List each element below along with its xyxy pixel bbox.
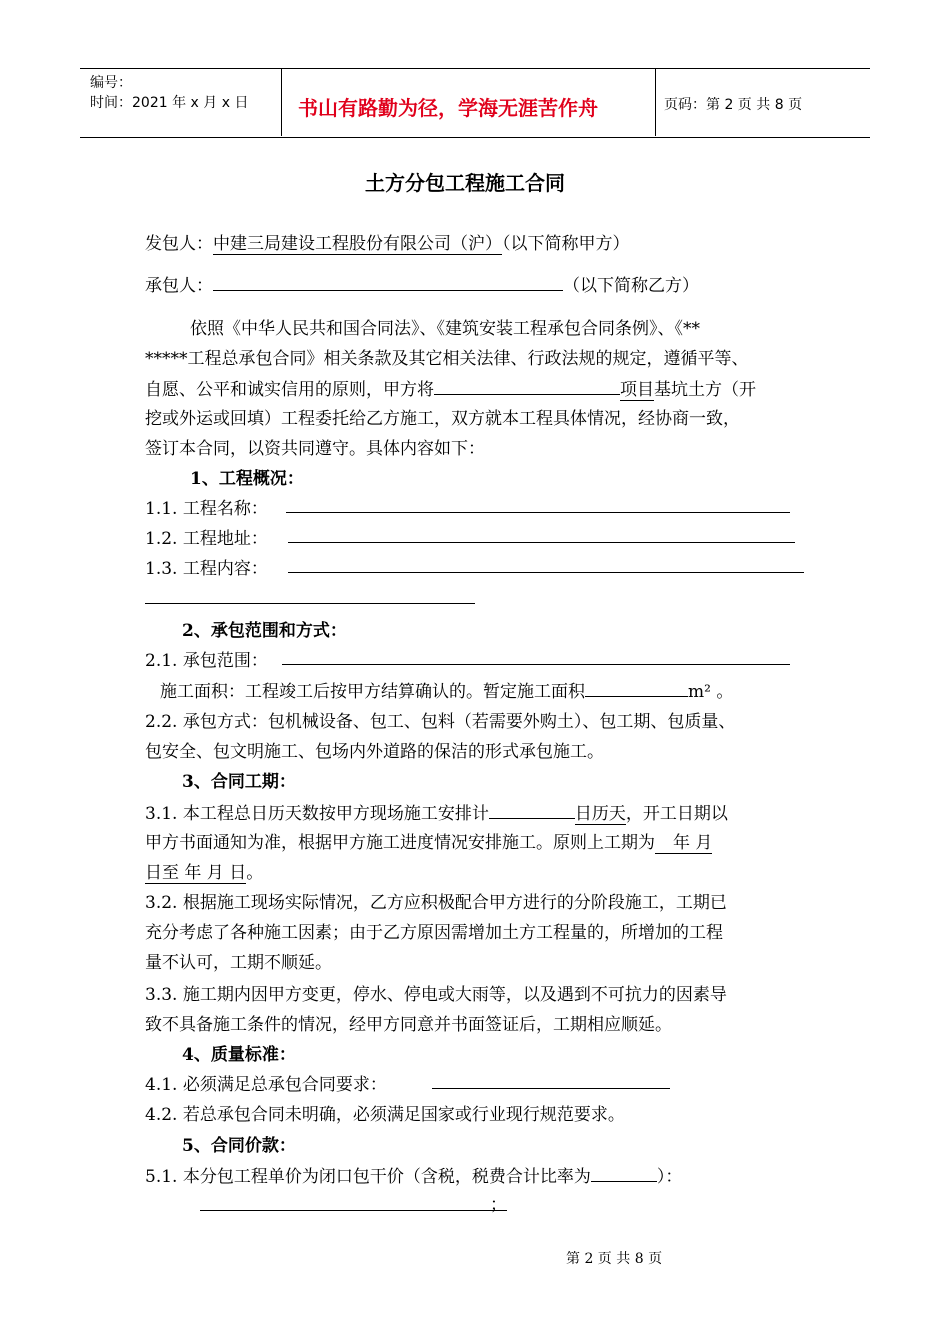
clause-line: 充分考虑了各种施工因素；由于乙方原因需增加土方工程量的，所增加的工程 [145,923,723,943]
intro-line: 依照《中华人民共和国合同法》、《建筑安装工程承包合同条例》、《** [190,319,700,339]
clause-label: 4.1. 必须满足总承包合同要求： [145,1075,387,1095]
fill-blank-line [432,1088,670,1089]
section-heading: 5、合同价款： [182,1136,296,1156]
header-page-info: 页码：第 2 页 共 8 页 [664,97,803,113]
clause-line [160,676,733,702]
clause-label: 2.1. 承包范围： [145,651,268,671]
area-text: 施工面积：工程竣工后按甲方结算确认的。暂定施工面积 [160,682,585,702]
clause-text: 5.1. 本分包工程单价为闭口包干价（含税，税费合计比率为 [145,1167,591,1187]
area-blank [585,676,688,697]
intro-line [145,374,756,400]
doc-number-label: 编号： [90,75,132,91]
section-heading: 4、质量标准： [182,1045,296,1065]
party-a-line [145,229,630,254]
header-motto: 书山有路勤为径，学海无涯苦作舟 [298,96,598,120]
fill-blank-line [282,664,790,665]
clause-text: 3.1. 本工程总日历天数按甲方现场施工安排计 [145,804,489,824]
clause-line [145,1161,682,1187]
fill-blank-line [288,542,795,543]
clause-label: 1.3. 工程内容： [145,559,268,579]
clause-line: 3.3. 施工期内因甲方变更，停水、停电或大雨等，以及遇到不可抗力的因素导 [145,985,727,1005]
clause-line: 量不认可，工期不顺延。 [145,953,332,973]
party-a-label: 发包人： [145,234,213,254]
party-b-line [145,270,699,296]
area-unit: m² 。 [688,682,734,702]
intro-text: 基坑土方（开 [654,380,756,400]
date-blank: 日至 年 月 日 [145,863,247,883]
header-divider [655,68,656,136]
fill-blank-line [288,572,804,573]
page-footer: 第 2 页 共 8 页 [566,1251,663,1267]
clause-line: 致不具备施工条件的情况，经甲方同意并书面签证后，工期相应顺延。 [145,1015,672,1035]
header-divider [281,68,282,136]
semicolon: ； [490,1195,507,1215]
party-a-suffix: （以下简称甲方） [502,234,630,254]
clause-line: 4.2. 若总承包合同未明确，必须满足国家或行业现行规范要求。 [145,1105,625,1125]
clause-line: 3.2. 根据施工现场实际情况，乙方应积极配合甲方进行的分阶段施工，工期已 [145,893,727,913]
clause-text: 日历天 [574,804,626,824]
clause-text: 甲方书面通知为准，根据甲方施工进度情况安排施工。原则上工期为 [145,833,655,853]
clause-label: 1.1. 工程名称： [145,499,268,519]
clause-line: 包安全、包文明施工、包场内外道路的保洁的形式承包施工。 [145,742,604,762]
section-heading: 3、合同工期： [182,772,296,792]
page-title: 土方分包工程施工合同 [365,171,565,195]
fill-blank-line [200,1210,507,1211]
days-blank [489,798,575,819]
clause-line [145,798,728,824]
party-b-suffix: （以下简称乙方） [563,276,699,296]
intro-line: *****工程总承包合同》相关条款及其它相关法律、行政法规的规定，遵循平等、 [145,349,749,369]
fill-blank-line [286,512,790,513]
clause-text: ）： [656,1167,683,1187]
party-b-label: 承包人： [145,276,213,296]
date-blank: 年 月 [655,833,712,854]
intro-text: 自愿、公平和诚实信用的原则，甲方将 [145,380,434,400]
clause-line: 2.2. 承包方式：包机械设备、包工、包料（若需要外购土）、包工期、包质量、 [145,712,736,732]
doc-time-label: 时间：2021 年 x 月 x 日 [90,95,249,111]
clause-text: 。 [246,863,264,883]
project-name-blank [434,374,620,395]
party-b-blank [213,270,563,291]
fill-blank-line [145,603,475,604]
section-heading: 2、承包范围和方式： [182,621,347,641]
clause-label: 1.2. 工程地址： [145,529,268,549]
clause-line [145,828,712,853]
tax-rate-blank [591,1161,657,1182]
party-a-name: 中建三局建设工程股份有限公司（沪） [213,234,502,254]
intro-line: 挖或外运或回填）工程委托给乙方施工，双方就本工程具体情况，经协商一致， [145,409,740,429]
intro-line: 签订本合同，以资共同遵守。具体内容如下： [145,439,485,459]
clause-text: ，开工日期以 [625,804,728,824]
intro-project-word: 项目 [620,380,654,400]
section-heading: 1、工程概况： [190,469,304,489]
clause-line [145,858,263,883]
